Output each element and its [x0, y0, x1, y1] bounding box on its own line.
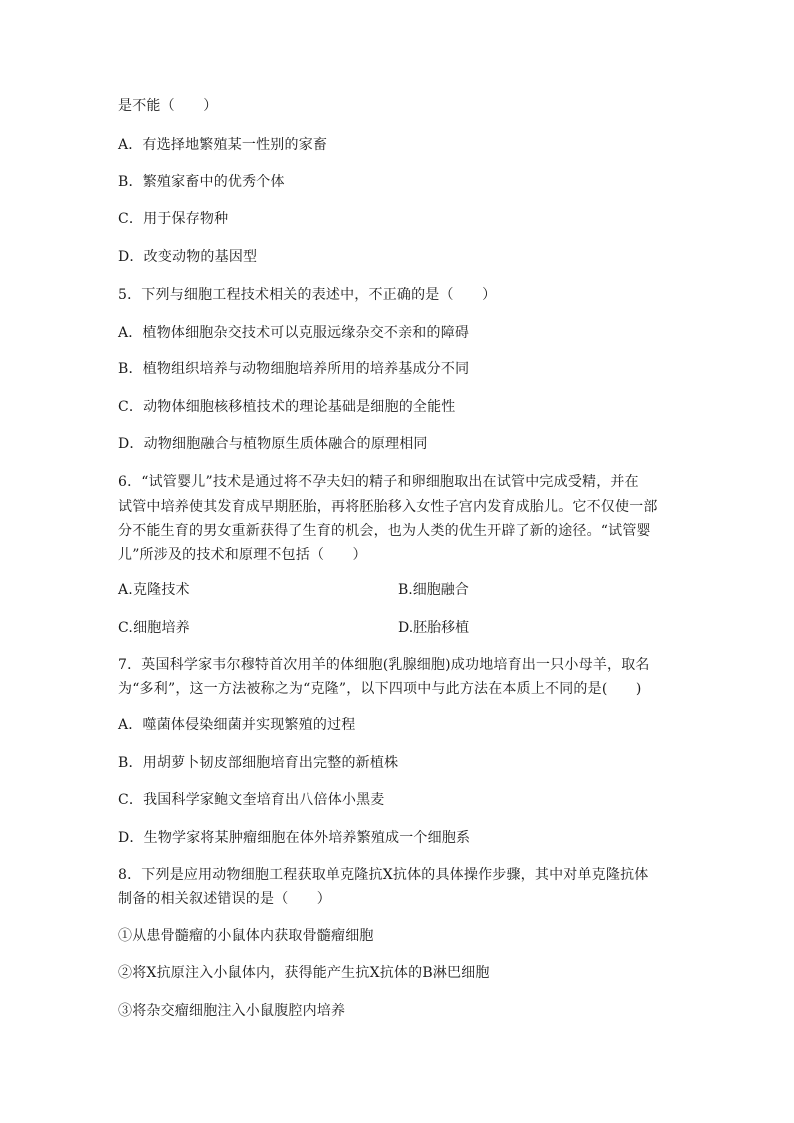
question-6-cont: 试管中培养使其发育成早期胚胎，再将胚胎移入女性子宫内发育成胎儿。它不仅使一部: [118, 499, 658, 515]
question-6-cont: 分不能生育的男女重新获得了生育的机会，也为人类的优生开辟了新的途径。“试管婴: [118, 523, 651, 539]
step-2: ②将X抗原注入小鼠体内，获得能产生抗X抗体的B淋巴细胞: [118, 965, 490, 981]
step-3: ③将杂交瘤细胞注入小鼠腹腔内培养: [118, 1003, 346, 1019]
question-7-cont: 为“多利”，这一方法被称之为“克隆”，以下四项中与此方法在本质上不同的是( ): [118, 681, 642, 697]
text-line: 是不能（ ）: [118, 98, 218, 114]
option-b: B．植物组织培养与动物细胞培养所用的培养基成分不同: [118, 361, 470, 377]
option-b: B.细胞融合: [398, 582, 469, 598]
option-c: C.细胞培养: [118, 620, 190, 636]
question-6: 6．“试管婴儿”技术是通过将不孕夫妇的精子和卵细胞取出在试管中完成受精，并在: [118, 474, 639, 490]
question-7: 7．英国科学家韦尔穆特首次用羊的体细胞(乳腺细胞)成功地培育出一只小母羊，取名: [118, 657, 650, 673]
step-1: ①从患骨髓瘤的小鼠体内获取骨髓瘤细胞: [118, 928, 374, 944]
question-8-cont: 制备的相关叙述错误的是（ ）: [118, 891, 331, 907]
option-c: C．动物体细胞核移植技术的理论基础是细胞的全能性: [118, 399, 456, 415]
option-b: B．繁殖家畜中的优秀个体: [118, 174, 285, 190]
option-d: D.胚胎移植: [398, 620, 470, 636]
option-d: D．改变动物的基因型: [118, 249, 258, 265]
option-d: D．动物细胞融合与植物原生质体融合的原理相同: [118, 436, 428, 452]
question-6-cont: 儿”所涉及的技术和原理不包括（ ）: [118, 547, 367, 563]
option-d: D．生物学家将某肿瘤细胞在体外培养繁殖成一个细胞系: [118, 830, 471, 846]
option-b: B．用胡萝卜韧皮部细胞培育出完整的新植株: [118, 755, 399, 771]
option-c: C．用于保存物种: [118, 211, 229, 227]
option-a: A.克隆技术: [118, 582, 190, 598]
question-8: 8．下列是应用动物细胞工程获取单克隆抗X抗体的具体操作步骤，其中对单克隆抗体: [118, 867, 649, 883]
option-a: A．植物体细胞杂交技术可以克服远缘杂交不亲和的障碍: [118, 325, 470, 341]
option-a: A．噬菌体侵染细菌并实现繁殖的过程: [118, 717, 356, 733]
option-c: C．我国科学家鲍文奎培育出八倍体小黑麦: [118, 792, 385, 808]
option-a: A．有选择地繁殖某一性别的家畜: [118, 137, 328, 153]
question-5: 5．下列与细胞工程技术相关的表述中，不正确的是（ ）: [118, 287, 497, 303]
